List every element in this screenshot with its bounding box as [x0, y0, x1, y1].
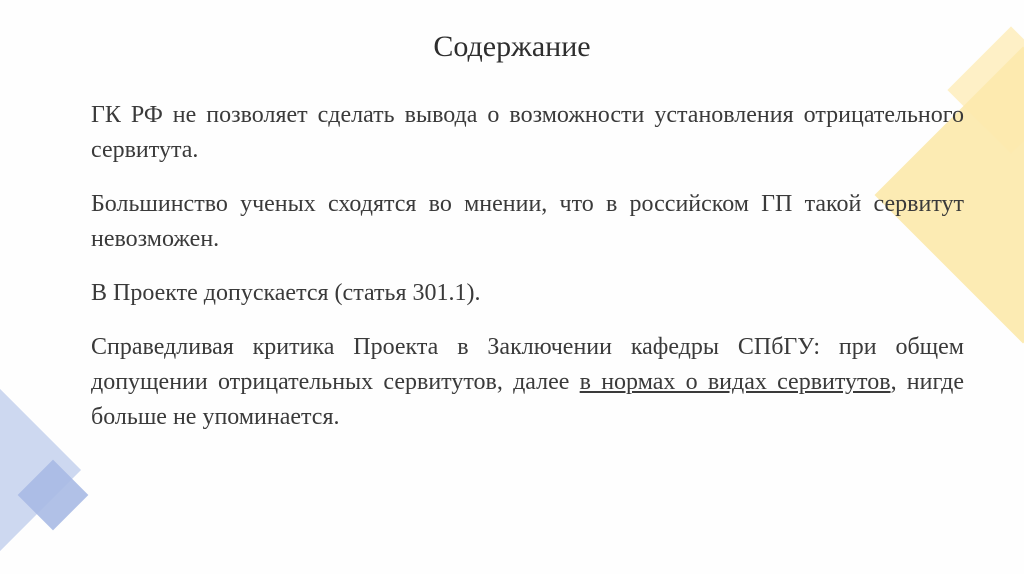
slide-body — [91, 98, 964, 454]
paragraph-3: В Проекте допускается (статья 301.1). — [91, 280, 481, 306]
underlined-phrase: в нормах о видах сервитутов — [579, 369, 891, 395]
paragraph-4 — [91, 330, 964, 435]
decorative-blue-diamond — [0, 364, 81, 574]
paragraph-4-text: Справедливая критика Проекта в Заключении кафедры СПбГУ: при общем допущении отрицательных сервитутов, далее — [91, 334, 964, 395]
paragraph-1: ГК РФ не позволяет сделать вывода о возможности установления отрицательного сервитута. — [91, 102, 964, 163]
slide-title: Содержание — [433, 30, 591, 63]
paragraph-4-tail: , нигде больше не упоминается. — [91, 369, 964, 430]
paragraph-2: Большинство ученых сходятся во мнении, что в российском ГП такой сервитут невозможен. — [91, 191, 964, 252]
